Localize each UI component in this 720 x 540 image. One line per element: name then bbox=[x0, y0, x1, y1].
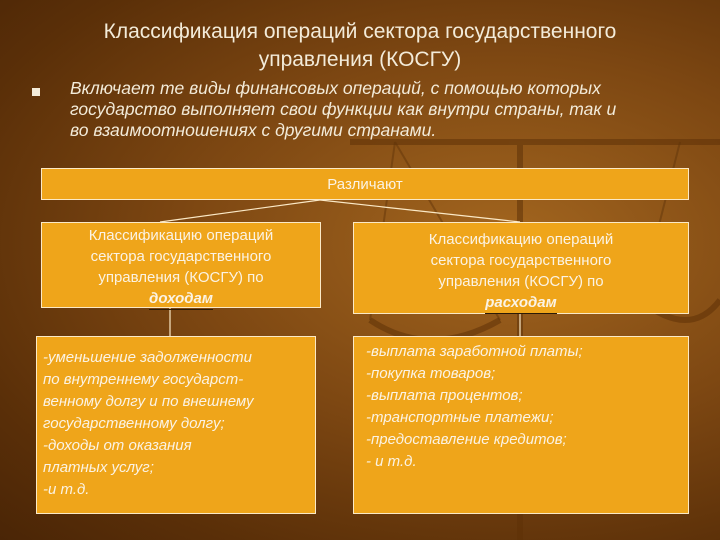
income-list-item: -доходы от оказания bbox=[43, 437, 192, 454]
expense-list-item: -предоставление кредитов; bbox=[366, 431, 567, 448]
bullet-line: государство выполняет свои функции как внутри страны, так и bbox=[70, 99, 617, 119]
income-list-item: по внутреннему государст- bbox=[43, 371, 244, 388]
expense-list-node bbox=[353, 336, 689, 514]
income-node bbox=[41, 222, 321, 308]
root-node: Различают bbox=[41, 168, 689, 200]
income-node-line: сектора государственного bbox=[90, 248, 272, 265]
income-node-line: Классификацию операций bbox=[88, 227, 274, 244]
income-node-line: управления (КОСГУ) по bbox=[98, 269, 264, 286]
expense-emphasis: расходам bbox=[485, 292, 557, 314]
income-list-node bbox=[36, 336, 316, 514]
bullet-line: Включает те виды финансовых операций, с помощью которых bbox=[70, 78, 601, 98]
expense-node-line: Классификацию операций bbox=[428, 231, 614, 248]
title-line: управления (КОСГУ) bbox=[258, 48, 462, 71]
expense-list-item: -выплата заработной платы; bbox=[366, 343, 583, 360]
income-emphasis: доходам bbox=[149, 288, 213, 310]
income-list-item: платных услуг; bbox=[43, 459, 154, 476]
expense-list-item: - и т.д. bbox=[366, 453, 417, 470]
income-list-item: -и т.д. bbox=[43, 481, 90, 498]
income-list-item: государственному долгу; bbox=[43, 415, 225, 432]
expense-list-item: -транспортные платежи; bbox=[366, 409, 554, 426]
title-line: Классификация операций сектора государственного bbox=[103, 20, 617, 43]
expense-node-line: управления (КОСГУ) по bbox=[438, 273, 604, 290]
connector-root-income bbox=[160, 200, 320, 222]
expense-list-item: -выплата процентов; bbox=[366, 387, 523, 404]
expense-node-line: сектора государственного bbox=[430, 252, 612, 269]
bullet-line: во взаимоотношениях с другими странами. bbox=[70, 120, 437, 140]
expense-node bbox=[353, 222, 689, 314]
expense-list-item: -покупка товаров; bbox=[366, 365, 496, 382]
income-list-item: -уменьшение задолженности bbox=[43, 349, 252, 366]
income-list-item: венному долгу и по внешнему bbox=[43, 393, 254, 410]
connector-root-expense bbox=[320, 200, 520, 222]
